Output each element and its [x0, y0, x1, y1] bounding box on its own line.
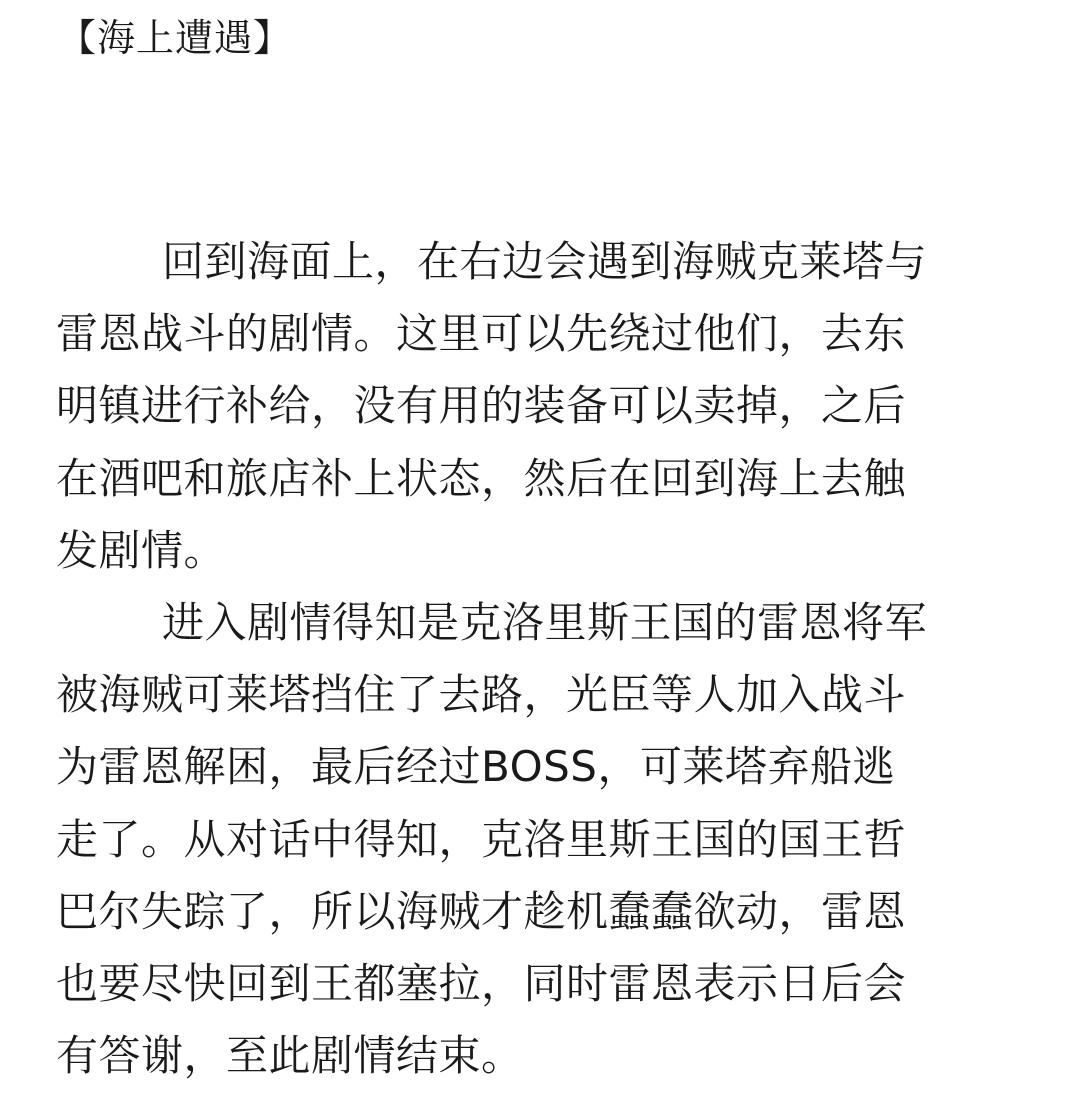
paragraph-1 [56, 226, 1046, 587]
text-line: 进入剧情得知是克洛里斯王国的雷恩将军 [162, 597, 928, 647]
text-line: 巴尔失踪了，所以海贼才趁机蠢蠢欲动，雷恩 [56, 886, 907, 936]
text-line: 在酒吧和旅店补上状态，然后在回到海上去触 [56, 453, 907, 503]
text-line: 走了。从对话中得知，克洛里斯王国的国王哲 [56, 814, 907, 864]
text-line: 雷恩战斗的剧情。这里可以先绕过他们，去东 [56, 309, 907, 359]
text-line: 也要尽快回到王都塞拉，同时雷恩表示日后会 [56, 958, 907, 1008]
section-heading: 【海上遭遇】 [58, 16, 293, 60]
paragraph-2 [56, 587, 1046, 1092]
text-line: 发剧情。 [56, 525, 227, 575]
text-line: 被海贼可莱塔挡住了去路，光臣等人加入战斗 [56, 670, 907, 720]
text-line: 为雷恩解困，最后经过BOSS，可莱塔弃船逃 [56, 742, 895, 792]
text-line: 明镇进行补给，没有用的装备可以卖掉，之后 [56, 381, 907, 431]
text-line: 回到海面上，在右边会遇到海贼克莱塔与 [162, 237, 928, 286]
article-body [56, 226, 1046, 1092]
text-line: 有答谢，至此剧情结束。 [56, 1031, 524, 1081]
